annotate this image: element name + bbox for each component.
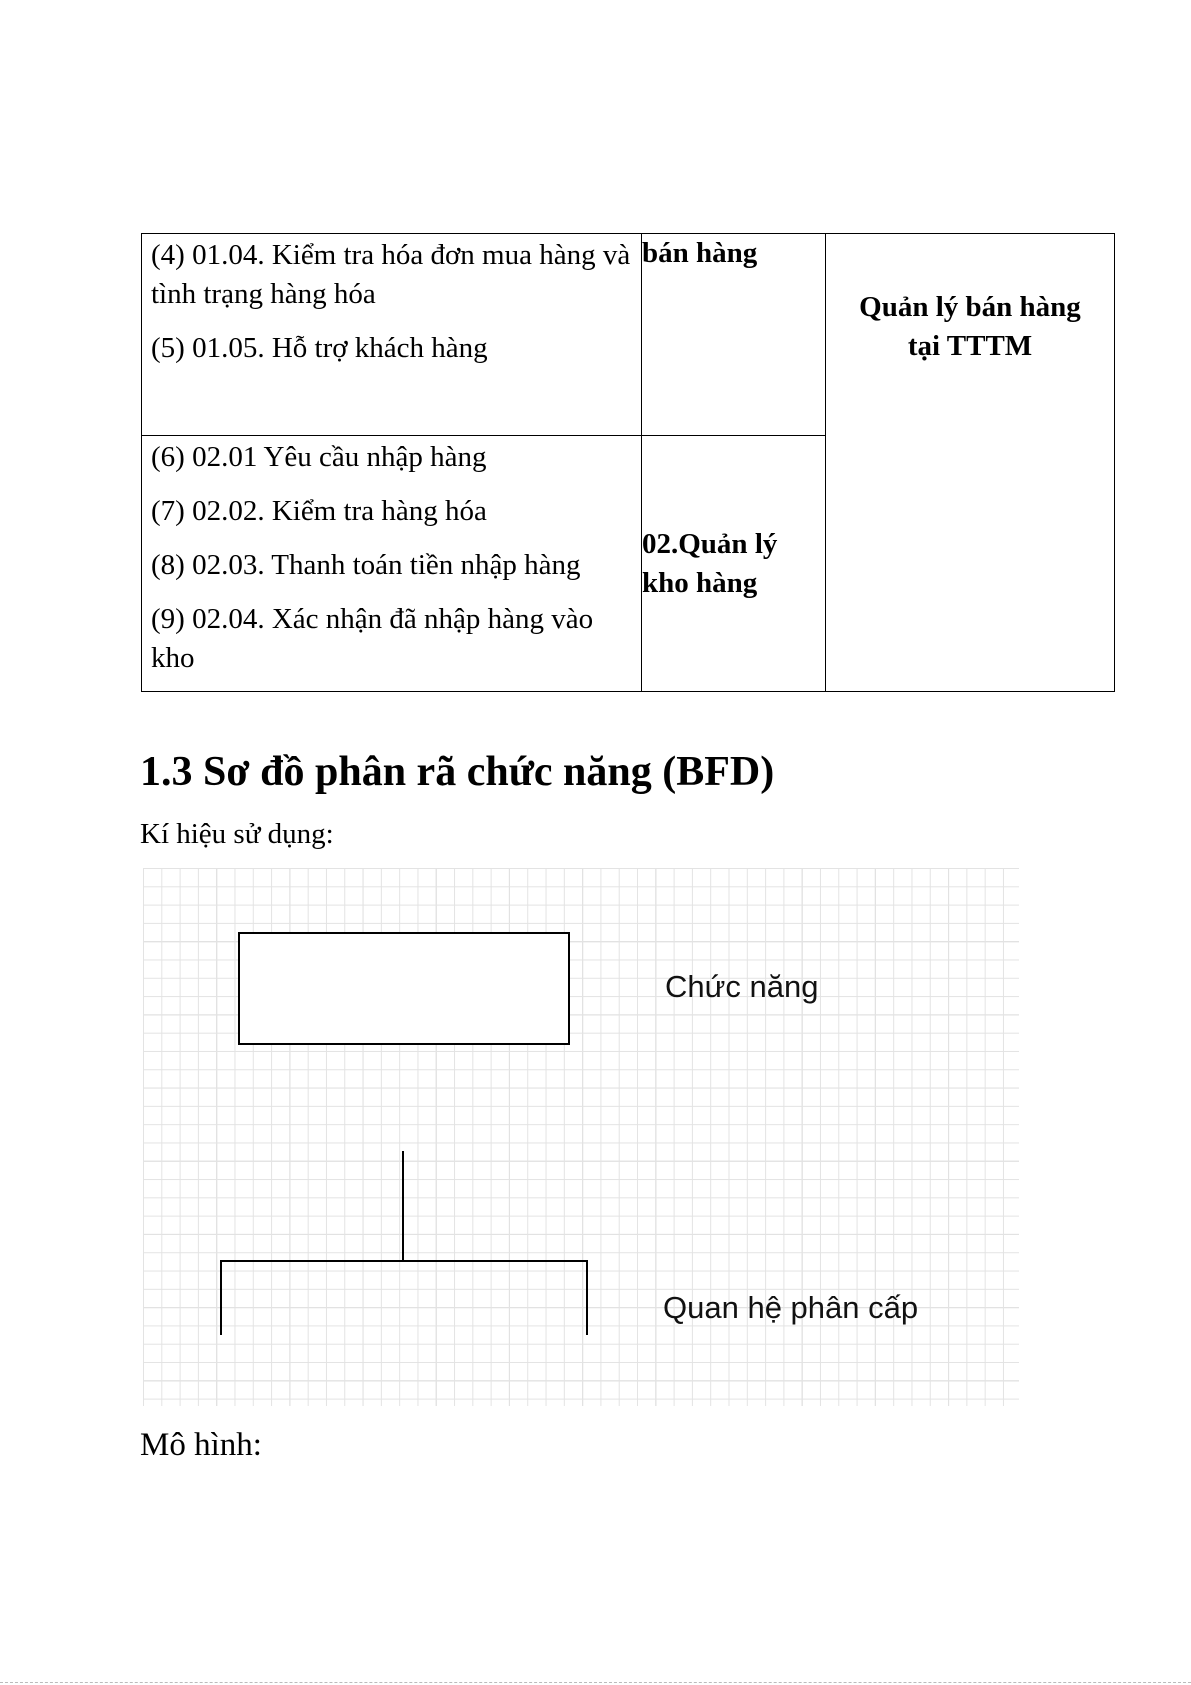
system-name-line1: Quản lý bán hàng [859, 291, 1081, 323]
section-heading: 1.3 Sơ đồ phân rã chức năng (BFD) [140, 749, 775, 795]
function-symbol-label: Chức năng [665, 969, 819, 1004]
function-item: (5) 01.05. Hỗ trợ khách hàng [151, 332, 488, 364]
function-group-cell [642, 436, 826, 692]
function-group-label: bán hàng [642, 237, 758, 269]
hierarchy-symbol-label: Quan hệ phân cấp [663, 1290, 919, 1325]
function-box-symbol [238, 932, 570, 1045]
function-list-cell [142, 436, 642, 692]
system-cell [826, 234, 1115, 692]
hierarchy-stem-line [402, 1151, 404, 1261]
hierarchy-bracket-symbol [220, 1260, 588, 1335]
function-item: (6) 02.01 Yêu cầu nhập hàng [151, 441, 487, 473]
function-table [141, 233, 1115, 692]
symbols-label: Kí hiệu sử dụng: [140, 818, 334, 850]
function-item: (9) 02.04. Xác nhận đã nhập hàng vào kho [151, 603, 594, 674]
system-name-line2: tại TTTM [907, 330, 1033, 362]
symbol-diagram [143, 868, 1019, 1406]
function-item: (4) 01.04. Kiểm tra hóa đơn mua hàng và tình trạng hàng hóa [151, 239, 631, 310]
function-item: (7) 02.02. Kiểm tra hàng hóa [151, 495, 487, 527]
page-divider [0, 1682, 1191, 1684]
function-group-cell [642, 234, 826, 436]
function-item: (8) 02.03. Thanh toán tiền nhập hàng [151, 549, 581, 581]
model-label: Mô hình: [140, 1427, 262, 1463]
function-group-label: 02.Quản lý kho hàng [642, 527, 778, 599]
function-list-cell [142, 234, 642, 436]
table-row [142, 234, 1115, 436]
